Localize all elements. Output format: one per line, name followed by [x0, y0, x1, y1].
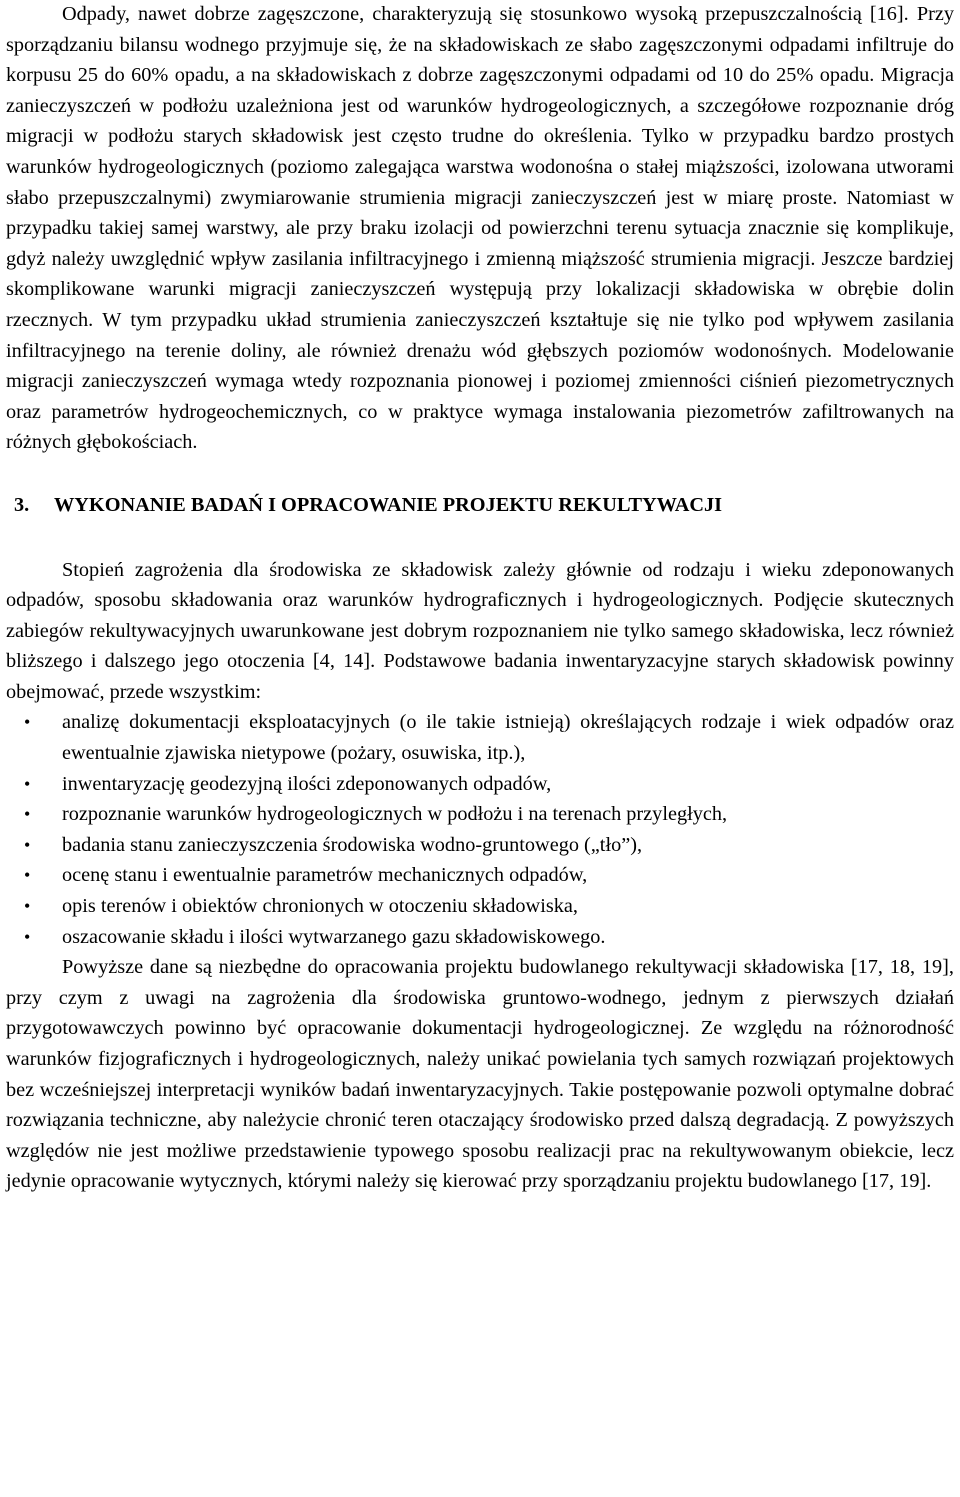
- inventory-survey-list: [6, 707, 954, 952]
- list-item: [6, 830, 954, 861]
- list-item-text: oszacowanie składu i ilości wytwarzanego gazu składowiskowego.: [62, 925, 606, 948]
- bullet-icon: •: [24, 804, 31, 825]
- bullet-icon: •: [24, 834, 31, 855]
- bullet-icon: •: [24, 773, 31, 794]
- list-item: [6, 799, 954, 830]
- list-item-text: badania stanu zanieczyszczenia środowiska wodno-gruntowego („tło”),: [62, 833, 643, 856]
- list-item-text: opis terenów i obiektów chronionych w otoczeniu składowiska,: [62, 895, 578, 918]
- paragraph-reclamation-project: Powyższe dane są niezbędne do opracowania projektu budowlanego rekultywacji składowiska [17, 18, 19], przy czym z uwagi na zagrożenia dla środowiska gruntowo-wodnego, jednym z pierwszych działań przygotowawczych powinno być opracowanie dokumentacji hydrogeologicznej. Ze względu na różnorodność warunków fizjograficznych i hydrogeologicznych, należy unikać powielania tych samych rozwiązań projektowych bez wcześniejszej interpretacji wyników badań inwentaryzacyjnych. Takie postępowanie pozwoli optymalne dobrać rozwiązania techniczne, aby należycie chronić teren otaczający środowisko przed dalszą degradacją. Z powyższych względów nie jest możliwe przedstawienie typowego sposobu realizacji prac na rekultywowanym obiekcie, lecz jedynie opracowanie wytycznych, którymi należy się kierować przy sporządzaniu projektu budowlanego [17, 19].: [6, 956, 954, 1193]
- bullet-icon: •: [24, 865, 31, 886]
- list-item: [6, 860, 954, 891]
- section-number: 3.: [14, 493, 30, 516]
- list-item-text: rozpoznanie warunków hydrogeologicznych w podłożu i na terenach przyległych,: [62, 803, 728, 826]
- list-item-text: inwentaryzację geodezyjną ilości zdeponowanych odpadów,: [62, 772, 552, 795]
- document-page: [6, 0, 954, 1197]
- list-item-text: ocenę stanu i ewentualnie parametrów mechanicznych odpadów,: [62, 864, 588, 887]
- list-item: [6, 769, 954, 800]
- bullet-icon: •: [24, 712, 31, 733]
- list-item: [6, 707, 954, 768]
- section-heading: [6, 490, 954, 521]
- paragraph-hazard-assessment: Stopień zagrożenia dla środowiska ze składowisk zależy głównie od rodzaju i wieku zdeponowanych odpadów, sposobu składowania oraz warunków hydrograficznych i hydrogeologicznych. Podjęcie skutecznych zabiegów rekultywacyjnych uwarunkowane jest dobrym rozpoznaniem nie tylko samego składowiska, lecz również bliższego i dalszego jego otoczenia [4, 14]. Podstawowe badania inwentaryzacyjne starych składowisk powinny obejmować, przede wszystkim:: [6, 558, 954, 703]
- bullet-icon: •: [24, 926, 31, 947]
- paragraph-landfill-permeability: Odpady, nawet dobrze zagęszczone, charakteryzują się stosunkowo wysoką przepuszczalnością [16]. Przy sporządzaniu bilansu wodnego przyjmuje się, że na składowiskach ze słabo zagęszczonymi odpadami infiltruje do korpusu 25 do 60% opadu, a na składowiskach z dobrze zagęszczonymi odpadami od 10 do 25% opadu. Migracja zanieczyszczeń w podłożu uzależniona jest od warunków hydrogeologicznych, a szczegółowe rozpoznanie dróg migracji w podłożu starych składowisk jest często trudne do określenia. Tylko w przypadku bardzo prostych warunków hydrogeologicznych (poziomo zalegająca warstwa wodonośna o stałej miąższości, izolowana utworami słabo przepuszczalnymi) zwymiarowanie strumienia migracji zanieczyszczeń jest w miarę proste. Natomiast w przypadku takiej samej warstwy, ale przy braku izolacji od powierzchni terenu sytuacja znacznie się komplikuje, gdyż należy uwzględnić wpływ zasilania infiltracyjnego i zmienną miąższość strumienia migracji. Jeszcze bardziej skomplikowane warunki migracji zanieczyszczeń występują przy lokalizacji składowiska w obrębie dolin rzecznych. W tym przypadku układ strumienia zanieczyszczeń kształtuje się nie tylko pod wpływem zasilania infiltracyjnego na terenie doliny, ale również drenażu wód głębszych poziomów wodonośnych. Modelowanie migracji zanieczyszczeń wymaga wtedy rozpoznania pionowej i poziomej zmienności ciśnień piezometrycznych oraz parametrów hydrogeochemicznych, co w praktyce wymaga instalowania piezometrów zafiltrowanych na różnych głębokościach.: [6, 3, 954, 454]
- bullet-icon: •: [24, 896, 31, 917]
- list-item-text: analizę dokumentacji eksploatacyjnych (o ile takie istnieją) określających rodzaje i wiek odpadów oraz ewentualnie zjawiska nietypowe (pożary, osuwiska, itp.),: [62, 711, 954, 765]
- section-title: WYKONANIE BADAŃ I OPRACOWANIE PROJEKTU REKULTYWACJI: [54, 493, 723, 516]
- list-item: [6, 891, 954, 922]
- list-item: [6, 922, 954, 953]
